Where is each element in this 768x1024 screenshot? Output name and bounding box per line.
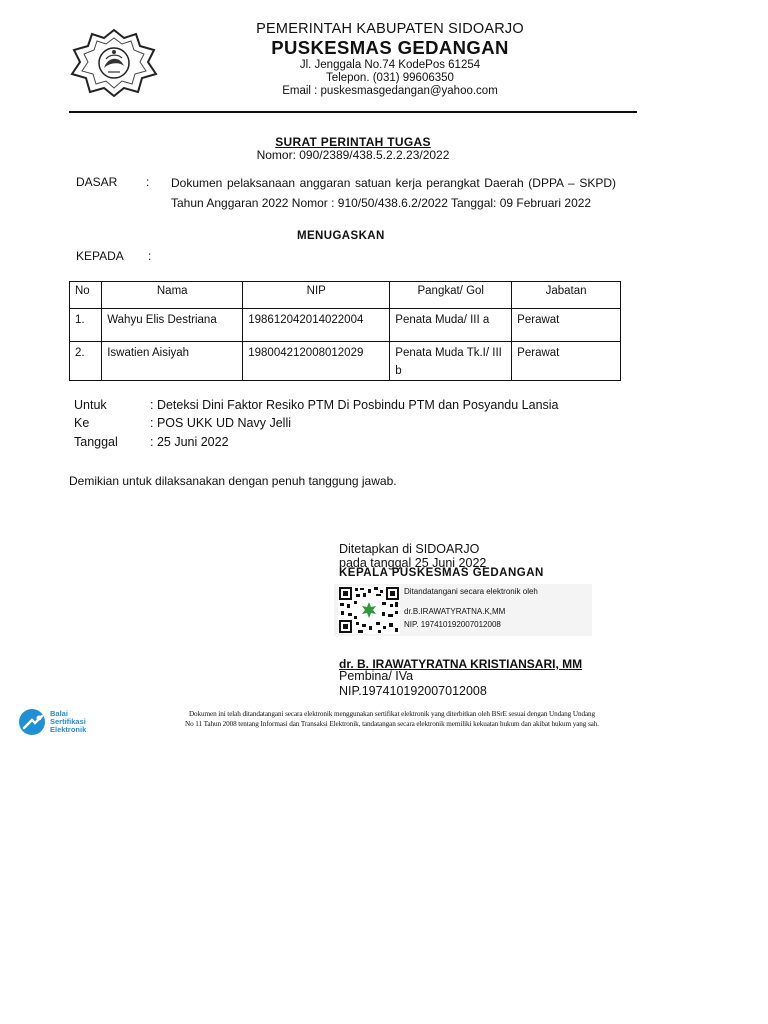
header-email: Email : puskesmasgedangan@yahoo.com [282, 85, 498, 97]
document-number: Nomor: 090/2389/438.5.2.2.23/2022 [256, 148, 450, 162]
signer-rank: Pembina/ IVa [339, 669, 414, 683]
untuk-value: : Deteksi Dini Faktor Resiko PTM Di Posbindu PTM dan Posyandu Lansia [150, 398, 559, 412]
header-contact [160, 59, 620, 98]
kepada-colon: : [148, 249, 152, 263]
header-nama: Nama [102, 282, 243, 309]
header-no: No [70, 282, 102, 309]
signer-nip: NIP.197410192007012008 [339, 684, 487, 698]
signer-details [339, 669, 487, 699]
cell-pangkat: Penata Muda Tk.I/ III b [390, 342, 512, 381]
signer-name: dr. B. IRAWATYRATNA KRISTIANSARI, MM [339, 657, 583, 671]
footer-esign-notice [112, 709, 672, 729]
staff-table [69, 281, 621, 381]
tanggal-label: Tanggal [74, 435, 118, 449]
bsre-text-line2: Sertifikasi [50, 717, 86, 726]
bsre-text-line3: Elektronik [50, 725, 87, 734]
esign-note: Ditandatangani secara elektronik oleh [404, 587, 538, 596]
dasar-label: DASAR [76, 175, 118, 189]
sidoarjo-emblem-logo [68, 26, 160, 98]
table-header-row [70, 282, 621, 309]
signature-place: Ditetapkan di SIDOARJO [339, 542, 480, 556]
footer-note-line2: No 11 Tahun 2008 tentang Informasi dan Transaksi Elektronik, tandatangan secara elektronik memiliki kekuatan hukum dan akibat hukum yang sah. [185, 720, 599, 728]
cell-nama: Wahyu Elis Destriana [102, 309, 243, 342]
tanggal-value: : 25 Juni 2022 [150, 435, 229, 449]
esign-name: dr.B.IRAWATYRATNA.K,MM [404, 607, 506, 616]
header-institution: PUSKESMAS GEDANGAN [271, 37, 509, 58]
cell-no: 1. [70, 309, 102, 342]
closing-statement: Demikian untuk dilaksanakan dengan penuh tanggung jawab. [69, 474, 397, 488]
cell-nama: Iswatien Aisiyah [102, 342, 243, 381]
ke-value: : POS UKK UD Navy Jelli [150, 416, 292, 430]
ke-label: Ke [74, 416, 90, 430]
table-row [70, 342, 621, 381]
table-row [70, 309, 621, 342]
cell-jabatan: Perawat [512, 342, 621, 381]
header-jabatan: Jabatan [512, 282, 621, 309]
untuk-label: Untuk [74, 398, 107, 412]
cell-pangkat: Penata Muda/ III a [390, 309, 512, 342]
cell-no: 2. [70, 342, 102, 381]
signature-date: pada tanggal 25 Juni 2022 [339, 556, 487, 570]
esign-nip: NIP. 197410192007012008 [404, 620, 501, 629]
bsre-logo [17, 706, 117, 740]
signature-role: KEPALA PUSKESMAS GEDANGAN [339, 567, 544, 579]
bsre-text-line1: Balai [50, 709, 68, 718]
dasar-text: Dokumen pelaksanaan anggaran satuan kerja perangkat Daerah (DPPA – SKPD) Tahun Anggaran 2022 Nomor : 910/50/438.6.2/2022 Tanggal: 09 Februari 2022 [171, 176, 616, 210]
header-divider [69, 111, 637, 113]
cell-jabatan: Perawat [512, 309, 621, 342]
menugaskan-heading: MENUGASKAN [297, 230, 385, 242]
header-address: Jl. Jenggala No.74 KodePos 61254 [299, 59, 481, 71]
dasar-colon: : [146, 175, 150, 189]
header-phone: Telepon. (031) 99606350 [326, 72, 454, 84]
kepada-label: KEPADA [76, 249, 124, 263]
document-title: SURAT PERINTAH TUGAS [275, 135, 431, 149]
cell-nip: 198612042014022004 [243, 309, 390, 342]
signature-place-date [339, 542, 486, 570]
header-pangkat: Pangkat/ Gol [390, 282, 512, 309]
footer-note-line1: Dokumen ini telah ditandatangani secara elektronik menggunakan sertifikat elektronik yang diterbitkan oleh BSrE sesuai dengan Undang Undang [188, 710, 596, 718]
cell-nip: 198004212008012029 [243, 342, 390, 381]
header-government: PEMERINTAH KABUPATEN SIDOARJO [256, 21, 524, 37]
qr-code-icon [338, 586, 400, 634]
header-nip: NIP [243, 282, 390, 309]
